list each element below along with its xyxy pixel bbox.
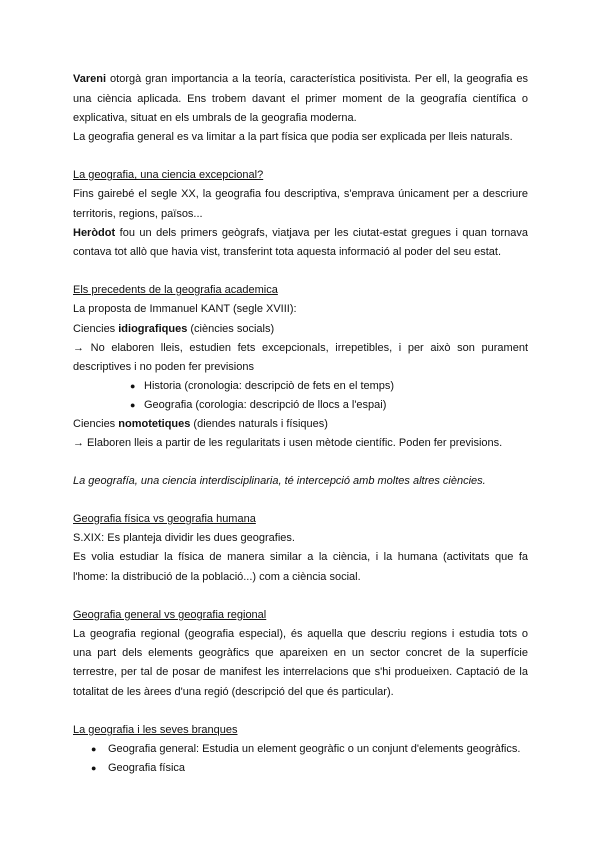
s1-line-1-text: otorgà gran importancia a la teoría, característica positivista. Per ell, la geografia es	[106, 73, 528, 85]
s3-line-5-bold: nomotetiques	[118, 418, 191, 430]
s3-bullet-1: Historia (cronologia: descripciò de fets en el temps)	[144, 380, 395, 392]
s3-line-2	[73, 322, 528, 336]
s5-line-1: S.XIX: Es planteja dividir les dues geografies.	[73, 532, 295, 544]
s3-line-6: → Elaboren lleis a partir de les regularitats i usen mètode científic. Poden fer previsions.	[73, 437, 503, 449]
s5-line-2: Es volia estudiar la física de manera similar a la ciència, i la humana (activitats que fa	[73, 551, 528, 563]
s1-line-3: explicativa, situat en els umbrals de la geografia moderna.	[73, 112, 357, 124]
s1-line-1	[73, 72, 528, 86]
s7-heading: La geografia i les seves branques	[73, 724, 238, 736]
s2-line-4: contava tot allò que havia vist, transferint tota aquesta informació al poder del seu estat.	[73, 246, 502, 258]
s5-heading: Geografia física vs geografia humana	[73, 513, 256, 525]
bullet-icon: ●	[130, 400, 136, 410]
s6-heading: Geografia general vs geografia regional	[73, 609, 267, 621]
s6-line-4: totalitat de les àrees d'una regió (descripció del que és particular).	[73, 686, 394, 698]
s5-line-3: l'home: la distribució de la població...) com a ciència social.	[73, 571, 361, 583]
s3-line-1: La proposta de Immanuel KANT (segle XVIII):	[73, 303, 297, 315]
s2-line-3-text: fou un dels primers geògrafs, viatjava per les ciutat-estat gregues i quan tornava	[115, 227, 528, 239]
bullet-icon: ●	[130, 381, 136, 391]
s6-line-1: La geografia regional (geografia especial), és aquella que descriu regions i estudia tots o	[73, 628, 528, 640]
s6-line-3: terrestre, per tal de posar de manifest les interrelacions que s'hi produeixen. Captació de la	[73, 666, 528, 678]
bullet-icon: ●	[91, 763, 97, 773]
s2-bold-term: Heròdot	[73, 227, 116, 239]
s6-line-2: una part dels elements geogràfics que apareixen en un sector concret de la superfície	[73, 647, 528, 659]
s1-line-2: una ciència aplicada. Ens trobem davant el primer moment de la geografía científica o	[73, 93, 528, 105]
s1-bold-term: Vareni	[73, 73, 107, 85]
s3-line-2-bold: idiografiques	[118, 323, 188, 335]
s3-line-4: descriptives i no poden fer previsions	[73, 361, 254, 373]
s3-heading: Els precedents de la geografia academica	[73, 284, 278, 296]
s1-line-4: La geografia general es va limitar a la part física que podia ser explicada per lleis naturals.	[73, 131, 513, 143]
bullet-icon: ●	[91, 744, 97, 754]
s3-line-3: → No elaboren lleis, estudien fets excepcionals, irrepetibles, i per això son purament	[73, 342, 528, 354]
s2-line-3	[73, 226, 528, 240]
s3-line-2-post: (ciències socials)	[187, 323, 275, 335]
s3-line-5	[73, 417, 528, 431]
s2-line-1: Fins gairebé el segle XX, la geografia fou descriptiva, s'emprava únicament per a descriure	[73, 188, 528, 200]
s7-bullet-2: Geografia física	[108, 762, 186, 774]
s3-bullet-2: Geografia (corologia: descripció de llocs a l'espai)	[144, 399, 387, 411]
s3-line-5-pre: Ciencies	[73, 418, 119, 430]
s2-line-2: territoris, regions, països...	[73, 208, 203, 220]
s7-bullet-1: Geografia general: Estudia un element geogràfic o un conjunt d'elements geogràfics.	[108, 743, 521, 755]
s3-line-5-post: (diendes naturals i físiques)	[190, 418, 328, 430]
s4-italic-note: La geografía, una ciencia interdisciplinaria, té intercepció amb moltes altres ciències.	[73, 475, 486, 487]
s3-line-2-pre: Ciencies	[73, 323, 119, 335]
s2-heading: La geografia, una ciencia excepcional?	[73, 169, 264, 181]
